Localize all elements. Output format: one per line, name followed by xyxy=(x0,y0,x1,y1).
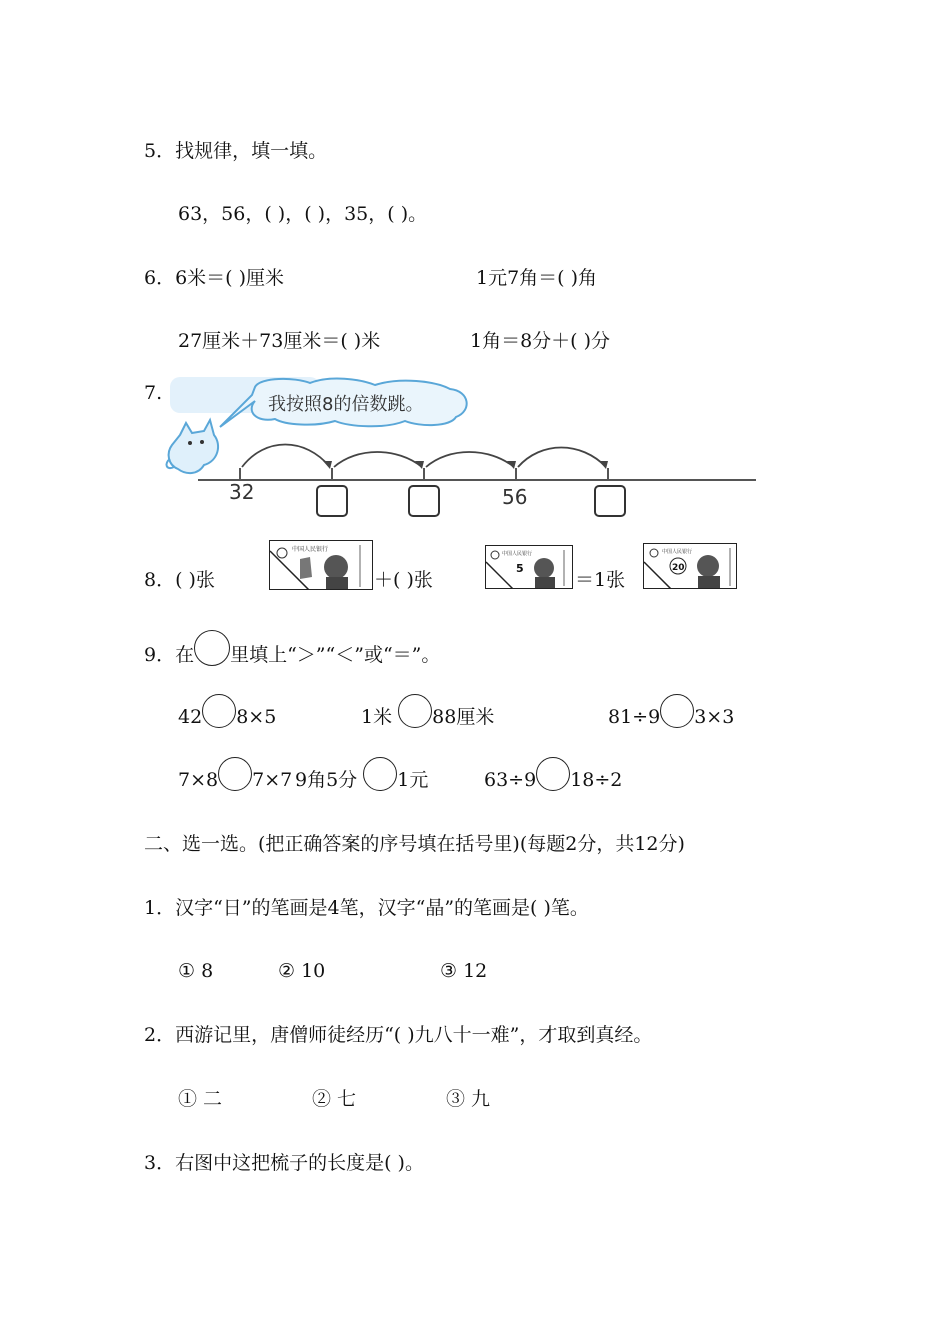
q7-answer-box-3[interactable] xyxy=(594,485,626,517)
q9-title-a: 9．在 xyxy=(144,644,195,666)
q9-r1-item1 xyxy=(178,704,276,730)
q7-label-32: 32 xyxy=(229,480,255,504)
bill-5-value: 5 xyxy=(516,562,524,575)
s2q1-option-3[interactable]: ③ 12 xyxy=(440,960,488,982)
q9-r2-item3 xyxy=(484,767,622,793)
svg-text:中国人民银行: 中国人民银行 xyxy=(292,546,329,553)
q9-sample-circle xyxy=(194,630,230,666)
svg-text:中国人民银行: 中国人民银行 xyxy=(662,549,693,555)
compare-circle[interactable] xyxy=(536,757,570,791)
q9-r2-item2 xyxy=(295,767,428,793)
compare-left: 9角5分 xyxy=(295,769,358,791)
s2q2-text: 2．西游记里，唐僧师徒经历“( )九八十一难”，才取到真经。 xyxy=(144,1024,653,1046)
banknote-20-yuan xyxy=(643,543,737,589)
q8-text-a: 8．( )张 xyxy=(144,569,215,591)
q7-bubble-text: 我按照8的倍数跳。 xyxy=(268,394,424,415)
compare-right: 1元 xyxy=(397,769,429,791)
q9-title xyxy=(144,642,440,668)
q7-label-56: 56 xyxy=(502,485,528,509)
compare-right: 88厘米 xyxy=(432,706,495,728)
compare-circle[interactable] xyxy=(398,694,432,728)
compare-left: 42 xyxy=(178,706,203,728)
compare-left: 1米 xyxy=(361,706,393,728)
q9-r2-item1 xyxy=(178,767,292,793)
compare-right: 8×5 xyxy=(236,706,277,728)
compare-circle[interactable] xyxy=(363,757,397,791)
compare-right: 3×3 xyxy=(694,706,735,728)
q9-r1-item3 xyxy=(608,704,734,730)
q7-number: 7. xyxy=(144,382,163,404)
q7-answer-box-2[interactable] xyxy=(408,485,440,517)
q8-text-equals: ＝1张 xyxy=(575,569,626,591)
q6-line2-right: 1角＝8分＋( )分 xyxy=(470,330,611,352)
s2q2-option-3[interactable]: ③ 九 xyxy=(446,1088,491,1110)
compare-left: 7×8 xyxy=(178,769,219,791)
q6-line2-left: 27厘米＋73厘米＝( )米 xyxy=(178,330,381,352)
q5-sequence: 63，56，( )，( )，35，( )。 xyxy=(178,203,428,225)
compare-circle[interactable] xyxy=(660,694,694,728)
compare-right: 7×7 xyxy=(252,769,293,791)
compare-circle[interactable] xyxy=(202,694,236,728)
s2q1-text: 1．汉字“日”的笔画是4笔，汉字“晶”的笔画是( )笔。 xyxy=(144,897,589,919)
cat-icon xyxy=(167,420,219,473)
q7-answer-box-1[interactable] xyxy=(316,485,348,517)
s2q3-text: 3．右图中这把梳子的长度是( )。 xyxy=(144,1152,424,1174)
s2q2-option-1[interactable]: ① 二 xyxy=(178,1088,223,1110)
s2q2-option-2[interactable]: ② 七 xyxy=(312,1088,357,1110)
section2-title: 二、选一选。(把正确答案的序号填在括号里)(每题2分，共12分) xyxy=(144,833,685,855)
svg-text:中国人民银行: 中国人民银行 xyxy=(502,551,533,557)
banknote-5-yuan xyxy=(485,545,573,589)
s2q1-option-1[interactable]: ① 8 xyxy=(178,960,214,982)
s2q1-option-2[interactable]: ② 10 xyxy=(278,960,326,982)
compare-circle[interactable] xyxy=(218,757,252,791)
banknote-10-yuan xyxy=(269,540,373,590)
q8-text-plus: ＋( )张 xyxy=(374,569,433,591)
compare-left: 81÷9 xyxy=(608,706,661,728)
q6-line1-right: 1元7角＝( )角 xyxy=(476,267,598,289)
q9-r1-item2 xyxy=(361,704,494,730)
q5-title: 5．找规律，填一填。 xyxy=(144,140,328,162)
q9-title-b: 里填上“＞”“＜”或“＝”。 xyxy=(230,644,441,666)
compare-left: 63÷9 xyxy=(484,769,537,791)
bill-20-value: 20 xyxy=(672,563,685,573)
q6-line1-left: 6．6米＝( )厘米 xyxy=(144,267,285,289)
compare-right: 18÷2 xyxy=(570,769,623,791)
